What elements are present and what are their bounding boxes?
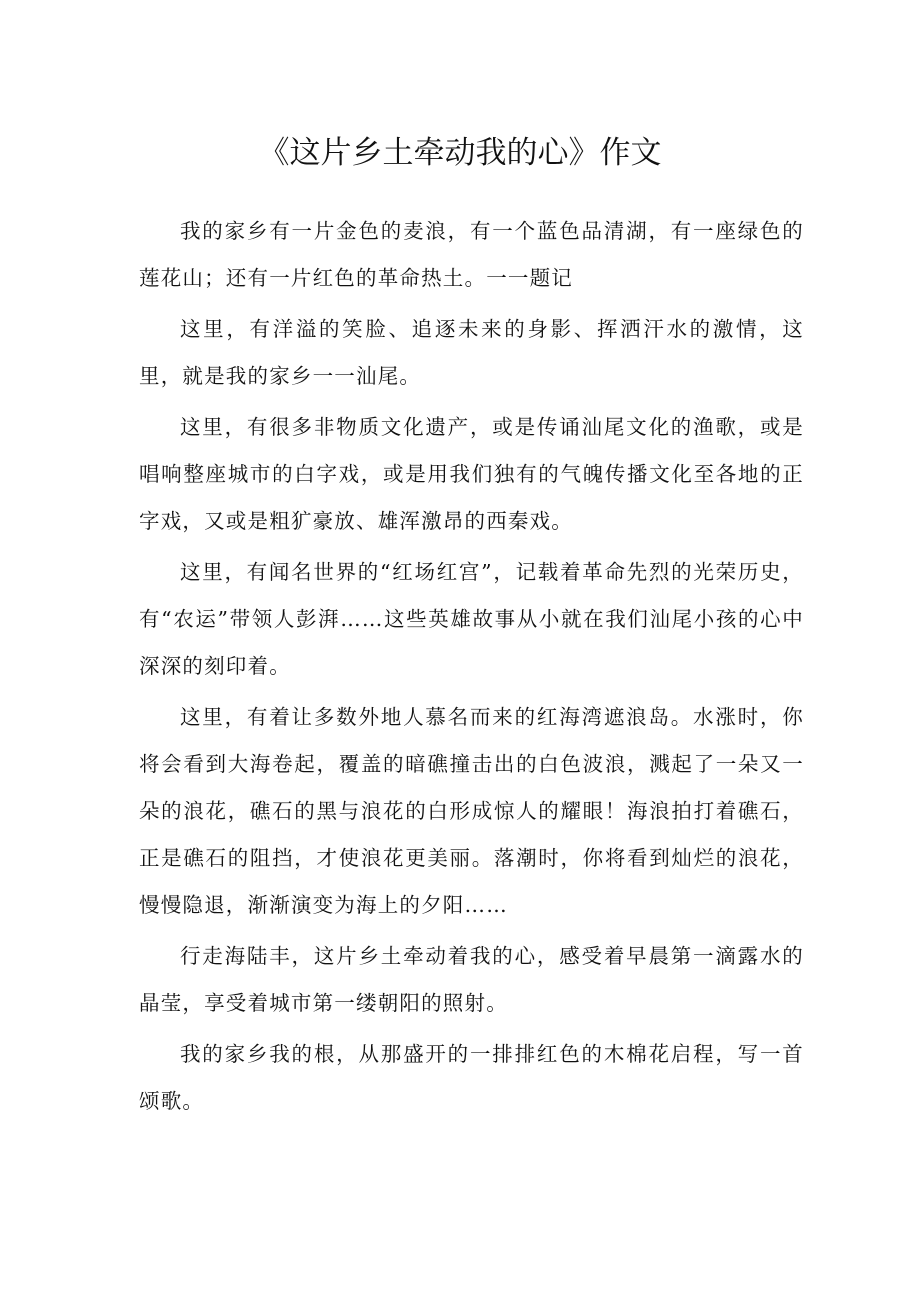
paragraph-4: 这里，有闻名世界的“红场红宫”，记载着革命先烈的光荣历史，有“农运”带领人彭湃……这些英雄故事从小就在我们汕尾小孩的心中深深的刻印着。 — [139, 560, 804, 678]
paragraph-3: 这里，有很多非物质文化遗产，或是传诵汕尾文化的渔歌，或是唱响整座城市的白字戏，或是用我们独有的气魄传播文化至各地的正字戏，又或是粗犷豪放、雄浑激昂的西秦戏。 — [139, 415, 804, 533]
document-title: 《这片乡土牵动我的心》作文 — [258, 135, 662, 171]
paragraph-6: 行走海陆丰，这片乡土牵动着我的心，感受着早晨第一滴露水的晶莹，享受着城市第一缕朝阳的照射。 — [139, 944, 804, 1015]
document-body — [139, 208, 804, 1125]
paragraph-1: 我的家乡有一片金色的麦浪，有一个蓝色品清湖，有一座绿色的莲花山；还有一片红色的革命热土。一一题记 — [139, 219, 804, 290]
paragraph-2: 这里，有洋溢的笑脸、追逐未来的身影、挥洒汗水的激情，这里，就是我的家乡一一汕尾。 — [139, 317, 804, 388]
paragraph-7: 我的家乡我的根，从那盛开的一排排红色的木棉花启程，写一首颂歌。 — [139, 1042, 804, 1113]
paragraph-5: 这里，有着让多数外地人慕名而来的红海湾遮浪岛。水涨时，你将会看到大海卷起，覆盖的暗礁撞击出的白色波浪，溅起了一朵又一朵的浪花，礁石的黑与浪花的白形成惊人的耀眼！海浪拍打着礁石，正是礁石的阻挡，才使浪花更美丽。落潮时，你将看到灿烂的浪花，慢慢隐退，渐渐演变为海上的夕阳…… — [139, 705, 804, 917]
